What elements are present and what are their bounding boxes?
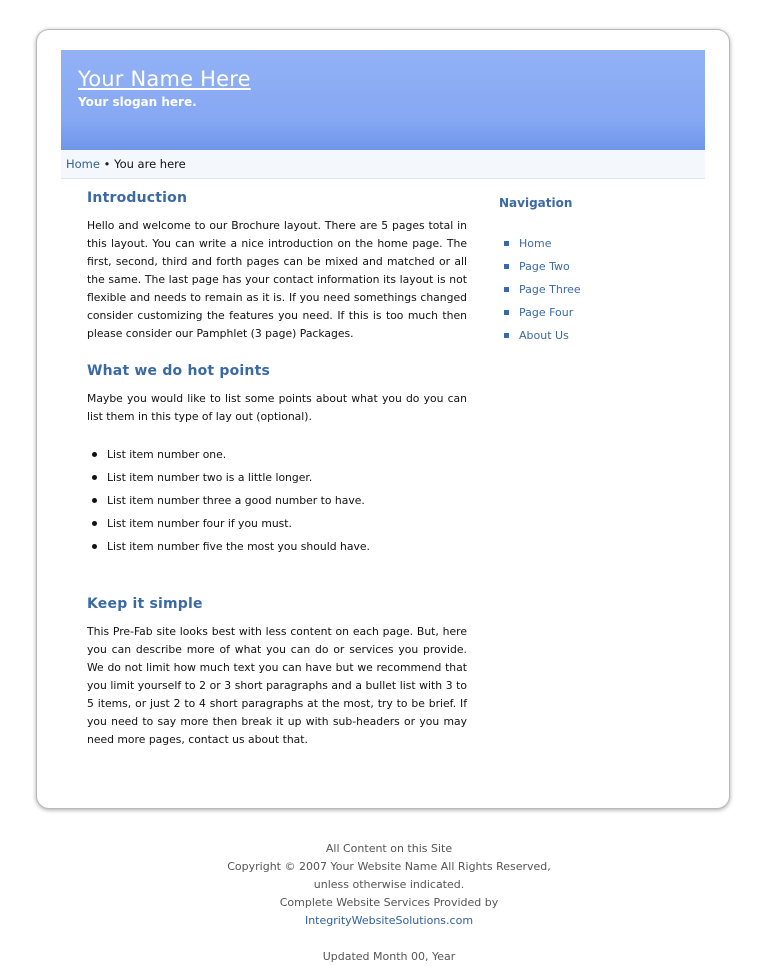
breadcrumb-separator: • — [103, 157, 111, 171]
nav-item-page-two[interactable] — [499, 255, 581, 278]
nav-item-page-four[interactable] — [499, 301, 581, 324]
nav-item-home[interactable] — [499, 232, 581, 255]
keep-simple-heading: Keep it simple — [87, 596, 203, 612]
square-bullet-icon — [504, 287, 509, 292]
square-bullet-icon — [504, 310, 509, 315]
list-item: List item number one. — [87, 443, 467, 466]
square-bullet-icon — [504, 333, 509, 338]
nav-item-about-us[interactable] — [499, 324, 581, 347]
site-header — [61, 50, 705, 150]
hot-points-heading: What we do hot points — [87, 363, 271, 379]
sidebar-title: Navigation — [499, 196, 573, 210]
sidebar-nav — [499, 232, 581, 347]
nav-item-label: Page Four — [519, 306, 574, 319]
nav-item-label: About Us — [519, 329, 569, 342]
nav-item-page-three[interactable] — [499, 278, 581, 301]
footer-line: All Content on this Site — [325, 842, 453, 855]
keep-simple-paragraph: This Pre-Fab site looks best with less content on each page. But, here you can describe more of what you can do or services you provide. We do not limit how much text you can have but we recommend that you limit yourself to 2 or 3 short paragraphs and a bullet list with 3 to 5 items, or just 2 to 4 short paragraphs at the most, try to be brief. If you need to say more then break it up with sub-headers or you may need more pages, contact us about that. — [87, 625, 467, 746]
breadcrumb — [66, 157, 186, 171]
site-slogan: Your slogan here. — [78, 95, 197, 109]
sidebar — [499, 196, 689, 342]
list-item: List item number five the most you should have. — [87, 535, 467, 558]
nav-item-label: Page Two — [519, 260, 570, 273]
footer-line: unless otherwise indicated. — [313, 878, 465, 891]
nav-item-label: Home — [519, 237, 552, 250]
intro-heading: Introduction — [87, 190, 188, 206]
site-title-link[interactable]: Your Name Here — [78, 67, 251, 91]
footer-copyright: Copyright © 2007 Your Website Name All Rights Reserved, — [227, 860, 551, 873]
footer-provider-link[interactable]: IntegrityWebsiteSolutions.com — [304, 914, 474, 927]
nav-item-label: Page Three — [519, 283, 581, 296]
list-item: List item number two is a little longer. — [87, 466, 467, 489]
breadcrumb-current: You are here — [114, 157, 186, 171]
hot-points-paragraph: Maybe you would like to list some points about what you do you can list them in this type of lay out (optional). — [87, 392, 467, 423]
breadcrumb-home-link[interactable]: Home — [66, 157, 100, 171]
square-bullet-icon — [504, 241, 509, 246]
list-item: List item number four if you must. — [87, 512, 467, 535]
site-footer — [0, 840, 778, 966]
footer-updated: Updated Month 00, Year — [322, 950, 456, 963]
intro-paragraph: Hello and welcome to our Brochure layout. There are 5 pages total in this layout. You can write a nice introduction on the home page. The first, second, third and forth pages can be mixed and matched or all the same. The last page has your contact information its layout is not flexible and needs to remain as it is. If you need somethings changed consider customizing the features you need. If this is too much then please consider our Pamphlet (3 page) Packages. — [87, 219, 467, 340]
main-content — [87, 190, 467, 749]
square-bullet-icon — [504, 264, 509, 269]
list-item: List item number three a good number to have. — [87, 489, 467, 512]
footer-credit: Complete Website Services Provided by — [279, 896, 499, 909]
hot-points-list — [87, 443, 467, 558]
breadcrumb-bar — [61, 150, 705, 179]
